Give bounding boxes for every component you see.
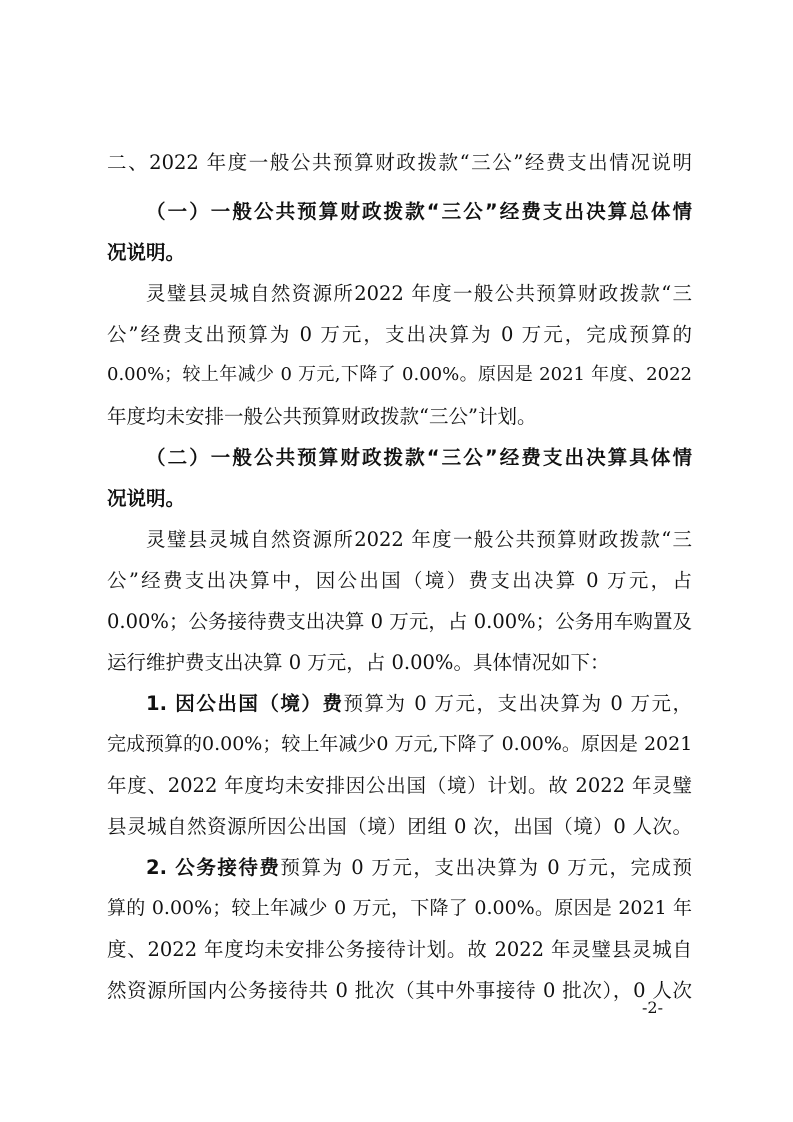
item1-line: 县灵城自然资源所因公出国（境）团组 0 次，出国（境）0 人次。 xyxy=(107,815,692,838)
item2-label: 2. 公务接待费 xyxy=(146,856,281,879)
item2-line: 算的 0.00%；较上年减少 0 万元，下降了 0.00%。原因是 2021 年 xyxy=(107,897,692,919)
sub2-para-line: 0.00%；公务接待费支出决算 0 万元，占 0.00%；公务用车购置及 xyxy=(107,610,692,633)
sub1-para-line: 0.00%；较上年减少 0 万元,下降了 0.00%。原因是 2021 年度、2022 xyxy=(107,364,692,385)
item1-first-rest: 预算为 0 万元，支出决算为 0 万元， xyxy=(343,692,693,715)
sub2-para-line: 运行维护费支出决算 0 万元，占 0.00%。具体情况如下： xyxy=(107,651,610,674)
page-number: -2- xyxy=(642,998,663,1017)
item1-first-line xyxy=(146,694,692,714)
item2-line: 度、2022 年度均未安排公务接待计划。故 2022 年灵璧县灵城自 xyxy=(107,938,692,961)
sub1-heading-line2: 况说明。 xyxy=(107,241,186,264)
sub1-para-line: 灵璧县灵城自然资源所2022 年度一般公共预算财政拨款“三 xyxy=(146,282,692,305)
sub2-heading-line1: （二）一般公共预算财政拨款“三公”经费支出决算具体情 xyxy=(146,446,692,469)
item1-line: 年度、2022 年度均未安排因公出国（境）计划。故 2022 年灵璧 xyxy=(107,774,692,797)
item1-label: 1. 因公出国（境）费 xyxy=(146,692,344,715)
sub1-para-line: 公”经费支出预算为 0 万元，支出决算为 0 万元，完成预算的 xyxy=(107,323,692,346)
sub2-heading-line2: 况说明。 xyxy=(107,487,186,510)
sub1-heading-line1: （一）一般公共预算财政拨款“三公”经费支出决算总体情 xyxy=(146,200,692,223)
section-heading: 二、2022 年度一般公共预算财政拨款“三公”经费支出情况说明 xyxy=(107,151,692,174)
item2-line: 然资源所国内公务接待共 0 批次（其中外事接待 0 批次），0 人次 xyxy=(107,979,692,1002)
sub2-para-line: 灵璧县灵城自然资源所2022 年度一般公共预算财政拨款“三 xyxy=(146,528,692,551)
sub1-para-line: 年度均未安排一般公共预算财政拨款“三公”计划。 xyxy=(107,405,537,428)
item2-first-rest: 预算为 0 万元，支出决算为 0 万元，完成预 xyxy=(280,856,693,879)
sub2-para-line: 公”经费支出决算中，因公出国（境）费支出决算 0 万元，占 xyxy=(107,569,692,592)
item1-line: 完成预算的0.00%；较上年减少0 万元,下降了 0.00%。原因是 2021 xyxy=(107,733,693,755)
item2-first-line xyxy=(146,858,692,878)
